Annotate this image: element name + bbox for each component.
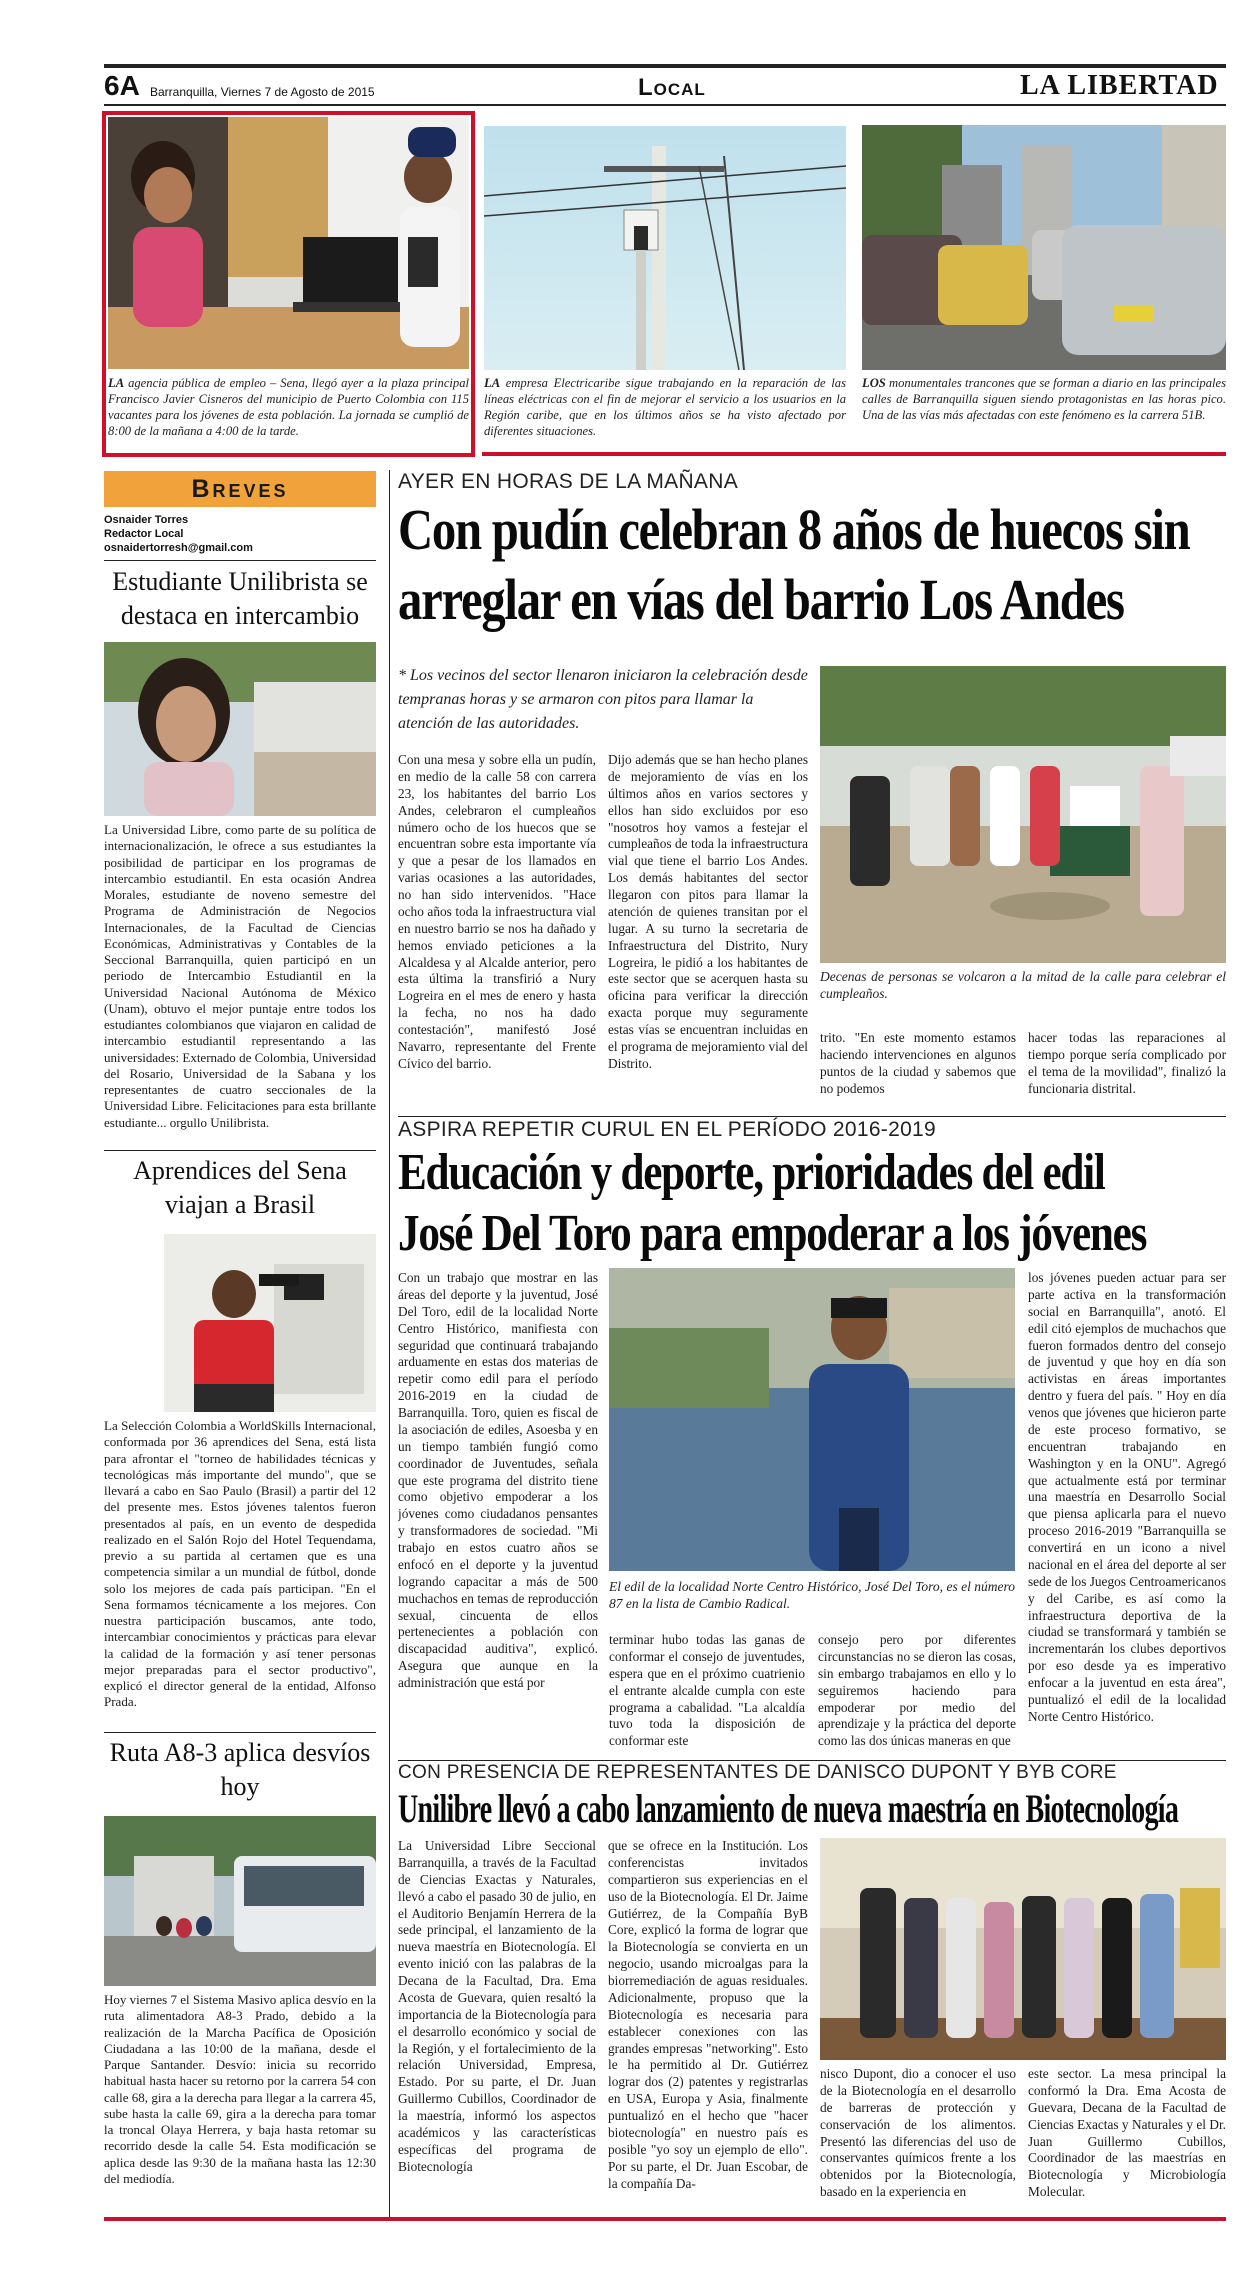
photo-sena-employment [108, 117, 469, 369]
caption-sena-employment [108, 376, 469, 440]
masthead: LA LIBERTAD [1020, 70, 1219, 101]
caption-text: agencia pública de empleo – Sena, llegó ayer a la plaza principal Francisco Javier Cisneros del municipio de Puerto Colombia con 115 vacantes para los jóvenes de esta población. La jornada se cumplió de 8:00 de la mañana a 4:00 de la tarde. [108, 376, 469, 438]
photo-sena-apprentice [164, 1234, 376, 1412]
page-bottom-red-rule [104, 2217, 1226, 2221]
breves-rule-1 [104, 560, 376, 561]
brief-headline-ruta-a8: Ruta A8-3 aplica desvíos hoy [109, 1738, 371, 1801]
author-email: osnaidertorresh@gmail.com [104, 541, 253, 554]
photo-transmetro-bus [104, 1816, 376, 1986]
caption-traffic [862, 376, 1226, 424]
photo-electricaribe-lineman [484, 126, 846, 370]
header-bottom-rule [104, 104, 1226, 106]
breves-rule-2 [104, 1150, 376, 1151]
caption-lead: LOS [862, 376, 886, 390]
article3-col4: este sector. La mesa principal la conformó la Dra. Ema Acosta de Guevara, Decana de la Facultad de Ciencias Exactas y Naturales y el Dr. Juan Guillermo Cubillos, Coordinador de las maestrías en Biotecnología y Microbiología Molecular. [1028, 2066, 1226, 2200]
author-name: Osnaider Torres [104, 514, 189, 526]
article2-col1: Con un trabajo que mostrar en las áreas del deporte y la juventud, José Del Toro, edil de la localidad Norte Centro Histórico, manifiesta con seguridad que continuará trabajando arduamente en estas dos materias de repetir como edil para el período 2016-2019 en la ciudad de Barranquilla. Toro, quien es fiscal de la asociación de ediles, Asoesba y en un tiempo también fungió como coordinador de Juventudes, señala que este programa del distrito tiene como objetivo empoderar a los jóvenes como ciudadanos pensantes y transformadores de sociedad. "Mi trabajo en estos cuatro años se enfocó en el deporte y la juventud logrando capacitar a más de 500 muchachos en temas de reproducción sexual, cincuenta de ellos pertenecientes a población con discapacidad auditiva", explicó. Asegura que aunque en la administración que está por [398, 1270, 598, 1690]
dateline: Barranquilla, Viernes 7 de Agosto de 2015 [150, 85, 375, 99]
article2-bottom-rule [398, 1760, 1226, 1761]
article2-kicker: ASPIRA REPETIR CURUL EN EL PERÍODO 2016-2019 [398, 1118, 937, 1141]
article1-photo-caption: Decenas de personas se volcaron a la mitad de la calle para celebrar el cumpleaños. [820, 969, 1226, 1002]
article1-headline-line2: arreglar en vías del barrio Los Andes [398, 567, 1124, 632]
breves-rule-3 [104, 1732, 376, 1733]
photo-los-andes-celebration [820, 666, 1226, 963]
article3-col1: La Universidad Libre Seccional Barranquilla, a través de la Facultad de Ciencias Exactas y Naturales, llevó a cabo el pasado 30 de julio, en el Auditorio Benjamín Herrera de la sede principal, el lanzamiento de la nueva maestría en Biotecnología. El evento inició con las palabras de la Decana de la Facultad, Dra. Ema Acosta de Guevara, quien resaltó la importancia de la Biotecnología para el desarrollo económico y social de la Región, y el fortalecimiento de la relación Universidad, Empresa, Estado. Por su parte, el Dr. Juan Guillermo Cubillos, Coordinador de la maestría, informó los aspectos académicos y las características específicas del programa de Biotecnología [398, 1838, 596, 2174]
top-strip-red-rule [482, 452, 1226, 456]
page-number: 6A [104, 70, 140, 101]
article3-headline: Unilibre llevó a cabo lanzamiento de nueva maestría en Biotecnología [398, 1786, 1179, 1831]
author-role: Redactor Local [104, 527, 184, 540]
article1-headline-line1: Con pudín celebran 8 años de huecos sin [398, 497, 1190, 562]
article1-col4: hacer todas las reparaciones al tiempo porque sería complicado por el tema de la movilidad", finalizó la funcionaria distrital. [1028, 1030, 1226, 1096]
article2-col3: consejo pero por diferentes circunstancias no se dieron las cosas, sin embargo trabajamos en ello y lo seguiremos haciendo para empoderar por medio del aprendizaje y la práctica del deporte como las dos únicas maneras en que [818, 1632, 1016, 1749]
caption-lead: LA [484, 376, 501, 390]
caption-text: empresa Electricaribe sigue trabajando en la reparación de las líneas eléctricas con el fin de mejorar el servicio a los usuarios en la Región caribe, que en los últimos años se ha visto afectado por diferentes situaciones. [484, 376, 846, 438]
caption-electricaribe [484, 376, 846, 440]
photo-jose-del-toro [609, 1268, 1015, 1571]
brief-text-ruta-a8: Hoy viernes 7 el Sistema Masivo aplica desvío en la ruta alimentadora A8-3 Prado, debido a la realización de la Marcha Pacífica de Oposición Ciudadana a las 10:00 de la mañana, desde el Parque Santander. Desvío: inicia su recorrido habitual hasta hacer su retorno por la carrera 54 con calle 68, gira a la derecha para llegar a la carrera 45, sube hasta la calle 69, gira a la derecha para tomar la troncal Olaya Herrera, y baja hasta retomar su recorrido desde la calle 54. Esta modificación se aplica desde las 9:30 de la mañana hasta las 12:30 del mediodía. [104, 1992, 376, 2186]
header-top-rule [104, 64, 1226, 68]
sidebar-divider [389, 470, 390, 2220]
brief-headline-sena-brasil: Aprendices del Sena viajan a Brasil [133, 1156, 347, 1219]
article1-deck: * Los vecinos del sector llenaron iniciaron la celebración desde tempranas horas y se armaron con pitos para llamar la atención de las autoridades. [398, 667, 808, 732]
brief-text-sena-brasil: La Selección Colombia a WorldSkills Internacional, conformada por 36 aprendices del Sena, está lista para afrontar el "torneo de habilidades técnicas y tecnológicas más importante del mundo", que se llevará a cabo en Sao Paulo (Brasil) a partir del 12 del presente mes. Estos jóvenes talentos fueron presentados al país, en un evento de despedida realizado en el Salón Rojo del Hotel Tequendama, previo a su partida al certamen que es una competencia similar a un mundial de fútbol, donde solo los mejores de cada país participan. "En el Sena formamos técnicamente a los mejores. Con nuestra participación buscamos, ante todo, intercambiar conocimientos y prácticas para elevar la calidad de la formación y así tener personas mejor preparadas para el sector productivo", explicó el director general de la entidad, Alfonso Prada. [104, 1418, 376, 1710]
photo-student-portrait [104, 642, 376, 816]
article1-col1: Con una mesa y sobre ella un pudín, en medio de la calle 58 con carrera 23, los habitantes del barrio Los Andes, celebraron el cumpleaños número ocho de los huecos que se encuentran sobre esta importante vía y que a pesar de los llamados en varias ocasiones a las autoridades, no han sido intervenidos. "Hace ocho años toda la infraestructura vial en nuestro barrio se nos ha dañado y hemos enviado peticiones a la Alcaldesa y al Alcalde anterior, pero esta última la transfirió a Nury Logreira en el mes de enero y hasta la fecha, no nos ha dado contestación", manifestó José Navarro, representante del Frente Cívico del barrio. [398, 752, 596, 1071]
caption-lead: LA [108, 376, 125, 390]
caption-text: monumentales trancones que se forman a diario en las principales calles de Barranquilla siguen siendo protagonistas en las horas pico. Una de las vías más afectadas con este fenómeno es la carrera 51B. [862, 376, 1226, 422]
photo-traffic-jam [862, 125, 1226, 370]
article1-bottom-rule [398, 1116, 1226, 1117]
breves-author [104, 514, 376, 555]
article2-col4: los jóvenes pueden actuar para ser parte activa en la transformación social en Barranquilla", anotó. El edil citó ejemplos de muchachos que fueron formados dentro del consejo de juventud y que hoy en día son activistas en áreas importantes dentro y fuera del país. " Hoy en día venos que jóvenes que hicieron parte de este proceso formativo, se encuentran trabajando en Washington y en la ONU". Agregó que actualmente está por terminar una maestría en Desarrollo Social que piensa aplicarla para el nuevo proceso 2016-2019 "Barranquilla se convertirá en un icono a nivel nacional en el área del deporte al ser sede de los Juegos Centroamericanos y del Caribe, es así como la infraestructura deportiva de la ciudad se transformará y también se incrementarán los clubes deportivos por eso desde ya es imperativo enfocar a la juventud en esta área", puntualizó el edil de la localidad Norte Centro Histórico. [1028, 1270, 1226, 1724]
article2-col2: terminar hubo todas las ganas de conformar el consejo de juventudes, espera que en el próximo cuatrienio el entrante alcalde cumpla con este programa a cabalidad. "La alcaldía tuvo toda la disposición de conformar este [609, 1632, 805, 1749]
brief-headline-unilibre-student: Estudiante Unilibrista se destaca en intercambio [112, 567, 368, 630]
section-name: Local [638, 74, 706, 101]
breves-banner: Breves [104, 471, 376, 507]
brief-text-unilibre-student: La Universidad Libre, como parte de su política de internacionalización, le ofrece a sus estudiantes la posibilidad de participar en los programas de intercambio estudiantil. En esta ocasión Andrea Morales, estudiante de noveno semestre del Programa de Administración de Negocios Internacionales, de la Facultad de Ciencias Económicas, Administrativas y Contables de la Seccional Barranquilla, quien participó en un periodo de Intercambio Estudiantil en la Universidad Nacional Autónoma de México (Unam), obtuvo el mejor puntaje entre todos los estudiantes colombianos que viajaron en calidad de intercambio estudiantil representando a las universidades: Externado de Colombia, Universidad del Rosario, Universidad de la Sabana y los representantes de cuatro seccionales de la Universidad Libre. Felicitaciones para esta brillante estudiante... orgullo Unilibrista. [104, 822, 376, 1130]
article3-kicker: CON PRESENCIA DE REPRESENTANTES DE DANISCO DUPONT Y BYB CORE [398, 1762, 1117, 1783]
article1-col3: trito. "En este momento estamos haciendo intervenciones en algunos puntos de la ciudad y sabemos que no podemos [820, 1030, 1016, 1096]
photo-biotech-launch [820, 1838, 1226, 2060]
article2-headline-line2: José Del Toro para empoderar a los jóvenes [398, 1205, 1147, 1262]
article1-kicker: AYER EN HORAS DE LA MAÑANA [398, 470, 738, 493]
article1-col2: Dijo además que se han hecho planes de mejoramiento de vías en los últimos años en varios sectores y ellos han sido excluidos por eso "nosotros hoy vamos a festejar el cumpleaños de toda la infraestructura vial que tiene el barrio Los Andes. Los demás habitantes del sector llegaron con pitos para llamar la atención de quienes transitan por el lugar. A su turno la secretaria de Infraestructura del Distrito, Nury Logreira, le pidió a los habitantes de este sector que se acerquen hasta su oficina para verificar la dirección exacta porque muy seguramente estas vías se encuentran incluidas en el programa de mejoramiento vial del Distrito. [608, 752, 808, 1071]
article2-headline-line1: Educación y deporte, prioridades del edil [398, 1144, 1105, 1201]
article3-col3: nisco Dupont, dio a conocer el uso de la Biotecnología en el desarrollo de barreras de protección y conservación de los alimentos. Presentó las diferencias del uso de conservantes químicos frente a los obtenidos por la Biotecnología, basado en la experiencia en [820, 2066, 1016, 2200]
article2-photo-caption: El edil de la localidad Norte Centro Histórico, José Del Toro, es el número 87 en la lista de Cambio Radical. [609, 1579, 1015, 1612]
article3-col2: que se ofrece en la Institución. Los conferencistas invitados compartieron sus experiencias en el uso de la Biotecnología. El Dr. Jaime Gutiérrez, de la Compañía ByB Core, explicó la forma de lograr que la Biotecnología se convierta en un negocio, usando microalgas para la biorremediación de aguas residuales. Adicionalmente, propuso que la Biotecnología es necesaria para establecer conexiones con las grandes empresas "networking". Esto le ha permitido al Dr. Gutiérrez lograr dos (2) patentes y registrarlas en USA, Europa y Asia, finalmente puntualizó en el hecho que "hacer biotecnología" en nuestro país es posible "yo soy un ejemplo de ello". Por su parte, el Dr. Juan Escobar, de la compañía Da- [608, 1838, 808, 2191]
